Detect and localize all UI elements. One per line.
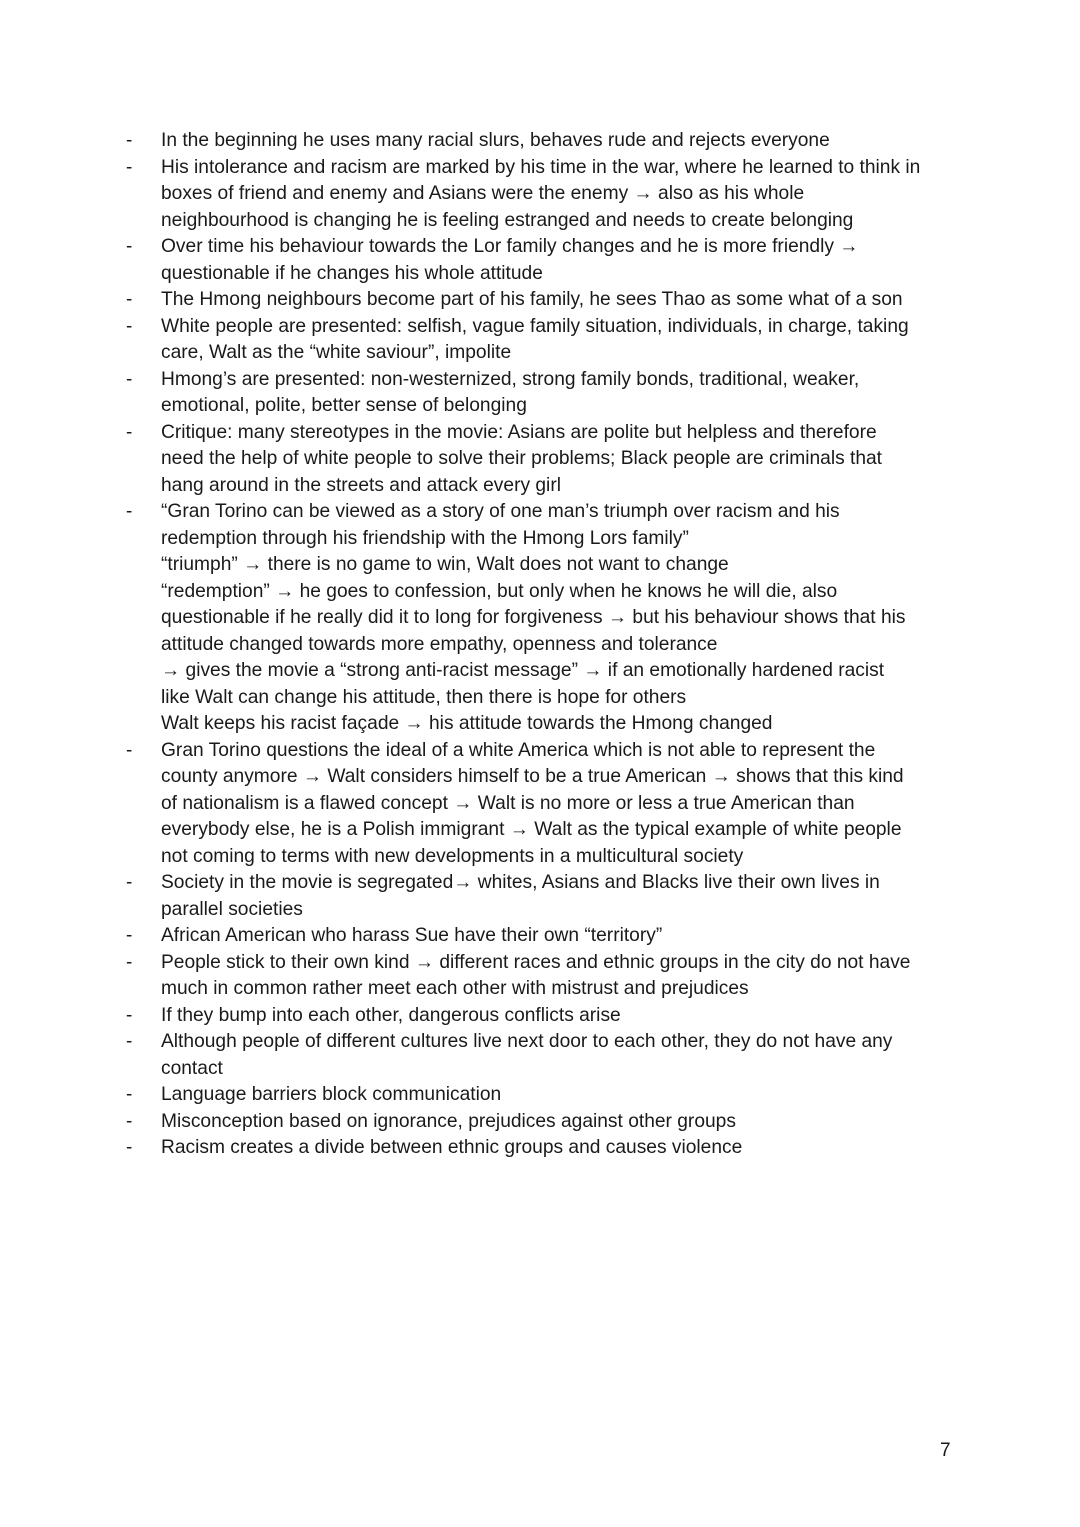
bullet-text-line: African American who harass Sue have their own “territory” — [161, 925, 663, 946]
bullet-item — [0, 234, 956, 287]
bullet-text-line: “triumph” → there is no game to win, Walt does not want to change — [161, 554, 729, 575]
bullet-item — [0, 950, 956, 1003]
bullet-text-line: Racism creates a divide between ethnic groups and causes violence — [161, 1137, 743, 1158]
bullet-text-line: White people are presented: selfish, vague family situation, individuals, in charge, taking — [161, 315, 909, 337]
bullet-text-line: Over time his behaviour towards the Lor family changes and he is more friendly → — [161, 236, 859, 257]
bullet-dash: - — [126, 1004, 133, 1026]
bullet-text-line: parallel societies — [161, 898, 303, 920]
bullet-text-line: not coming to terms with new developments in a multicultural society — [161, 845, 744, 867]
bullet-item — [0, 870, 956, 923]
bullet-dash: - — [126, 1137, 133, 1158]
bullet-text-line: emotional, polite, better sense of belonging — [161, 395, 527, 416]
bullet-dash: - — [126, 925, 133, 946]
bullet-text-line: care, Walt as the “white saviour”, impolite — [161, 342, 512, 363]
bullet-dash: - — [126, 368, 133, 390]
bullet-text-line: attitude changed towards more empathy, openness and tolerance — [161, 633, 718, 655]
bullet-text-line: hang around in the streets and attack every girl — [161, 474, 561, 496]
bullet-list — [0, 128, 1080, 1162]
bullet-item — [0, 923, 956, 950]
bullet-text-line: People stick to their own kind → different races and ethnic groups in the city do not have — [161, 951, 911, 973]
bullet-item — [0, 1003, 956, 1030]
bullet-dash: - — [126, 289, 133, 310]
bullet-text-line: neighbourhood is changing he is feeling estranged and needs to create belonging — [161, 209, 854, 231]
bullet-dash: - — [126, 236, 133, 257]
bullet-text-line: Misconception based on ignorance, prejudices against other groups — [161, 1110, 736, 1132]
bullet-text-line: In the beginning he uses many racial slurs, behaves rude and rejects everyone — [161, 130, 830, 151]
bullet-item — [0, 314, 956, 367]
bullet-dash: - — [126, 1084, 133, 1105]
bullet-item — [0, 738, 956, 871]
bullet-text-line: Gran Torino questions the ideal of a white America which is not able to represent the — [161, 739, 876, 761]
bullet-item — [0, 1029, 956, 1082]
bullet-dash: - — [126, 130, 133, 151]
bullet-item — [0, 128, 956, 155]
bullet-dash: - — [126, 1031, 133, 1052]
bullet-dash: - — [126, 501, 133, 522]
bullet-text-line: The Hmong neighbours become part of his family, he sees Thao as some what of a son — [161, 289, 903, 310]
bullet-text-line: Language barriers block communication — [161, 1084, 502, 1105]
bullet-text-line: If they bump into each other, dangerous conflicts arise — [161, 1004, 621, 1026]
bullet-item — [0, 1082, 956, 1109]
bullet-text-line: need the help of white people to solve their problems; Black people are criminals that — [161, 448, 883, 469]
bullet-text-line: Walt keeps his racist façade → his attitude towards the Hmong changed — [161, 713, 773, 734]
bullet-dash: - — [126, 951, 133, 973]
bullet-text-line: like Walt can change his attitude, then there is hope for others — [161, 686, 687, 708]
bullet-item — [0, 1135, 956, 1162]
bullet-dash: - — [126, 872, 133, 893]
bullet-dash: - — [126, 315, 133, 337]
bullet-text-line: boxes of friend and enemy and Asians were the enemy → also as his whole — [161, 183, 805, 204]
bullet-text-line: “redemption” → he goes to confession, but only when he knows he will die, also — [161, 580, 838, 602]
bullet-item — [0, 367, 956, 420]
bullet-text-line: much in common rather meet each other with mistrust and prejudices — [161, 978, 749, 999]
bullet-text-line: → gives the movie a “strong anti-racist message” → if an emotionally hardened racist — [161, 660, 885, 681]
bullet-text-line: His intolerance and racism are marked by his time in the war, where he learned to think in — [161, 156, 921, 178]
bullet-item — [0, 155, 956, 235]
bullet-text-line: contact — [161, 1057, 223, 1079]
bullet-text-line: of nationalism is a flawed concept → Walt is no more or less a true American than — [161, 792, 855, 814]
bullet-dash: - — [126, 739, 133, 761]
bullet-text-line: everybody else, he is a Polish immigrant → Walt as the typical example of white people — [161, 819, 902, 840]
bullet-dash: - — [126, 1110, 133, 1132]
bullet-text-line: Although people of different cultures live next door to each other, they do not have any — [161, 1031, 893, 1052]
bullet-item — [0, 1109, 956, 1136]
bullet-text-line: questionable if he really did it to long for forgiveness → but his behaviour shows that his — [161, 607, 906, 628]
page-number: 7 — [940, 1440, 951, 1461]
bullet-dash: - — [126, 156, 133, 178]
bullet-text-line: Society in the movie is segregated→ whites, Asians and Blacks live their own lives in — [161, 872, 880, 893]
bullet-item — [0, 420, 956, 500]
bullet-item — [0, 287, 956, 314]
bullet-text-line: Critique: many stereotypes in the movie: Asians are polite but helpless and therefore — [161, 421, 877, 443]
bullet-dash: - — [126, 421, 133, 443]
bullet-item — [0, 499, 956, 738]
bullet-text-line: Hmong’s are presented: non-westernized, strong family bonds, traditional, weaker, — [161, 368, 860, 390]
bullet-text-line: redemption through his friendship with the Hmong Lors family” — [161, 527, 689, 549]
bullet-text-line: county anymore → Walt considers himself to be a true American → shows that this kind — [161, 766, 904, 787]
bullet-text-line: questionable if he changes his whole attitude — [161, 262, 543, 284]
bullet-text-line: “Gran Torino can be viewed as a story of one man’s triumph over racism and his — [161, 501, 840, 522]
